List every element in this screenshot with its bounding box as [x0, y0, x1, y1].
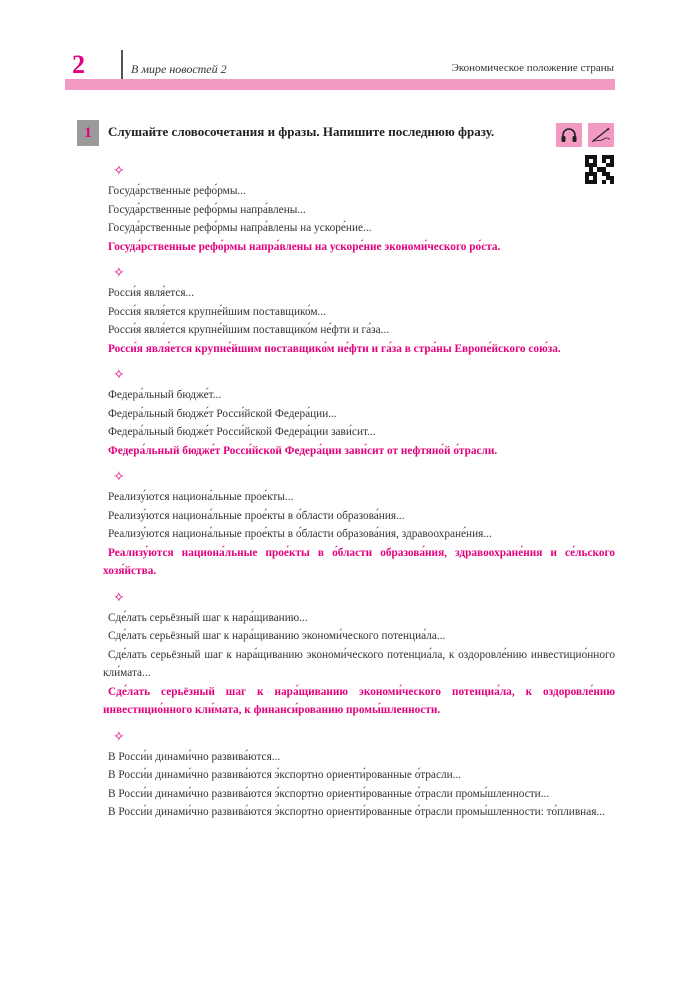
- diamond-bullet-icon: ✧: [113, 729, 125, 745]
- diamond-bullet-icon: ✧: [113, 590, 125, 606]
- book-title: В мире новостей 2: [131, 62, 227, 76]
- answer-phrase: Сде́лать серьёзный шаг к нара́щиванию экономи́ческого потенциа́ла, к оздоровле́нию инвестицио́нного кли́мата, к финанси́рованию промы́шленности.: [103, 685, 615, 716]
- phrase-line: Реализу́ются национа́льные прое́кты в о́бласти образова́ния...: [108, 509, 405, 522]
- phrase-group: [108, 264, 614, 358]
- chapter-title: Экономическое положение страны: [451, 62, 614, 74]
- diamond-bullet-icon: ✧: [113, 368, 125, 383]
- headphones-icon[interactable]: [556, 123, 582, 147]
- phrase-line: В Росси́и динами́чно развива́ются э́кспортно ориенти́рованные о́трасли промы́шленности: то́пливная...: [108, 806, 605, 818]
- phrase-line: Сде́лать серьёзный шаг к нара́щиванию экономи́ческого потенциа́ла, к оздоровле́нию инвестицио́нного кли́мата...: [103, 648, 615, 679]
- phrase-group: [108, 366, 614, 460]
- phrase-line: Госуда́рственные рефо́рмы напра́влены на ускоре́ние...: [108, 222, 372, 234]
- answer-phrase: Росси́я явля́ется крупне́йшим поставщико́м не́фти и га́за в стра́ны Европе́йского сою́за.: [108, 342, 561, 355]
- phrase-line: Федера́льный бюдже́т Росси́йской Федера́ции зави́сит...: [108, 426, 376, 438]
- diamond-bullet-icon: ✧: [113, 470, 125, 485]
- phrase-line: Росси́я явля́ется крупне́йшим поставщико́м...: [108, 305, 326, 318]
- phrase-line: В Росси́и динами́чно развива́ются э́кспортно ориенти́рованные о́трасли...: [108, 769, 462, 781]
- phrase-line: Сде́лать серьёзный шаг к нара́щиванию экономи́ческого потенциа́ла...: [108, 630, 446, 642]
- phrase-line: Реализу́ются национа́льные прое́кты в о́бласти образова́ния, здравоохране́ния...: [108, 528, 492, 540]
- phrase-line: В Росси́и динами́чно развива́ются...: [108, 750, 281, 763]
- phrase-group: [108, 162, 614, 256]
- page-number: 2: [72, 50, 85, 79]
- phrase-line: Госуда́рственные рефо́рмы напра́влены...: [108, 203, 306, 216]
- task-instruction: Слушайте словосочетания и фразы. Напишите последнюю фразу.: [108, 124, 495, 139]
- phrase-group: [103, 589, 615, 720]
- pen-icon[interactable]: [588, 123, 614, 147]
- task-number-badge: 1: [77, 120, 99, 146]
- answer-phrase: Федера́льный бюдже́т Росси́йской Федера́ции зави́сит от нефтяно́й о́трасли.: [108, 444, 498, 457]
- phrase-line: Федера́льный бюдже́т Росси́йской Федера́ции...: [108, 407, 337, 420]
- phrase-line: Госуда́рственные рефо́рмы...: [108, 185, 246, 197]
- answer-phrase: Госуда́рственные рефо́рмы напра́влены на ускоре́ние экономи́ческого ро́ста.: [108, 240, 501, 253]
- phrase-line: Федера́льный бюдже́т...: [108, 389, 222, 401]
- phrase-line: Сде́лать серьёзный шаг к нара́щиванию...: [108, 611, 308, 624]
- exercise-content: [103, 162, 615, 822]
- diamond-bullet-icon: ✧: [113, 164, 125, 179]
- phrase-line: В Росси́и динами́чно развива́ются э́кспортно ориенти́рованные о́трасли промы́шленности...: [108, 787, 550, 800]
- phrase-line: Реализу́ются национа́льные прое́кты...: [108, 491, 294, 503]
- diamond-bullet-icon: ✧: [113, 266, 125, 281]
- header-bar: [65, 79, 615, 90]
- phrase-line: Росси́я явля́ется крупне́йшим поставщико́м не́фти и га́за...: [108, 324, 390, 336]
- phrase-line: Росси́я явля́ется...: [108, 287, 195, 299]
- header-divider: [121, 50, 123, 80]
- phrase-group: [108, 728, 614, 822]
- answer-phrase: Реализу́ются национа́льные прое́кты в о́бласти образова́ния, здравоохране́ния и се́льского хозя́йства.: [103, 546, 615, 577]
- phrase-group: [103, 468, 615, 581]
